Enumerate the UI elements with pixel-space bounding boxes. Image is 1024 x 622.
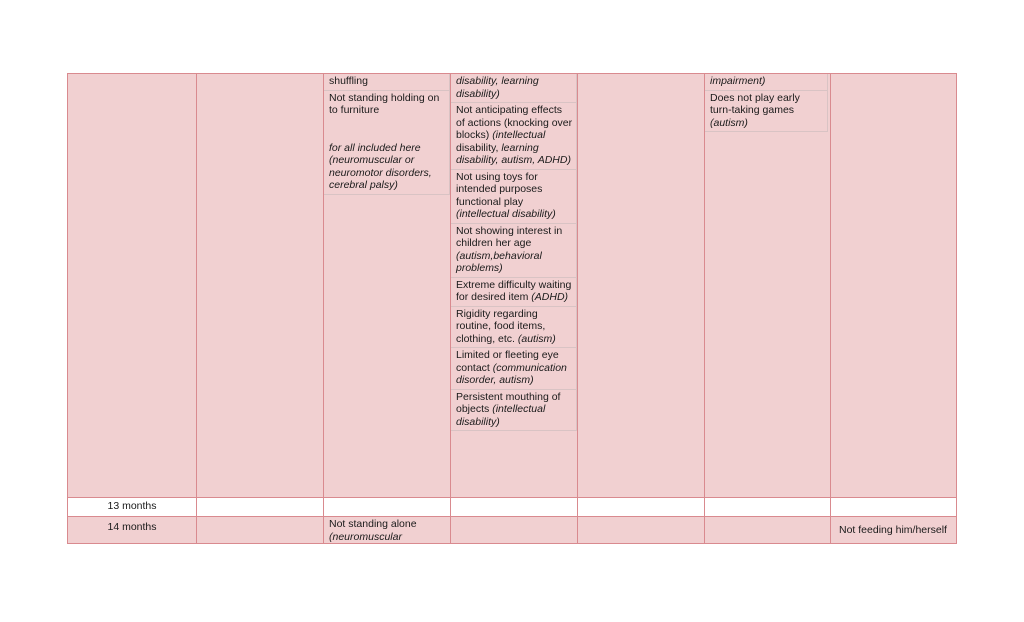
milestone-table [67, 73, 957, 544]
cell-item [450, 170, 577, 224]
cell-text: Not standing alone [329, 518, 417, 530]
cell-item [704, 74, 828, 91]
age-label [68, 521, 196, 534]
condition-note: (neuromuscular [329, 530, 402, 543]
condition-note: (intellectual [492, 129, 546, 141]
table-cell [704, 74, 828, 132]
condition-note: disability, learning disability) [456, 75, 539, 100]
cell-item [450, 224, 577, 278]
cell-item [450, 307, 577, 349]
cell-item [450, 278, 577, 307]
column-divider [450, 74, 451, 543]
column-divider [196, 74, 197, 543]
table-cell [450, 74, 577, 431]
condition-note: disability, [456, 141, 502, 154]
cell-item [323, 74, 450, 91]
age-text: 13 months [107, 500, 157, 512]
age-text: 14 months [107, 521, 157, 533]
condition-note: (autism,behavioral problems) [456, 249, 542, 274]
condition-note: (ADHD) [531, 291, 569, 303]
cell-text: Extreme difficulty waiting for desired item [456, 278, 572, 303]
cell-text: shuffling [329, 75, 368, 87]
cell-item [704, 91, 828, 133]
table-cell [830, 524, 956, 537]
condition-note: (intellectual disability) [456, 208, 556, 220]
column-divider [830, 74, 831, 543]
cell-item [450, 103, 577, 170]
age-label [68, 500, 196, 513]
cell-text: Not anticipating effects of actions (knocking over blocks) [456, 104, 573, 141]
table-cell [323, 74, 450, 195]
table-row [68, 516, 956, 543]
condition-note: (autism) [517, 332, 556, 345]
cell-item [450, 348, 577, 390]
cell-text: Not feeding him/herself [839, 524, 947, 536]
column-divider [577, 74, 578, 543]
cell-text: Not using toys for intended purposes functional play [456, 170, 543, 208]
table-cell [323, 518, 450, 543]
column-divider [323, 74, 324, 543]
condition-note: impairment) [710, 75, 766, 87]
column-divider [704, 74, 705, 543]
cell-text: Not showing interest in children her age [456, 224, 563, 249]
table-row [68, 74, 956, 497]
cell-text: Does not play early turn-taking games [710, 91, 800, 116]
condition-note: (communication disorder, autism) [456, 361, 567, 386]
condition-note: learning disability, autism, ADHD) [456, 141, 571, 166]
cell-text: Not standing holding on to furniture [329, 91, 440, 116]
cell-text: Persistent mouthing of objects [456, 390, 561, 415]
cell-item [323, 91, 450, 195]
condition-note: for all included here (neuromuscular or neuromotor disorders, cerebral palsy) [329, 141, 432, 191]
table-row [68, 497, 956, 516]
cell-text: Rigidity regarding routine, food items, clothing, etc. [456, 307, 546, 345]
cell-item [450, 390, 577, 432]
condition-note: (autism) [710, 116, 748, 129]
condition-note: (intellectual disability) [456, 403, 546, 428]
cell-item [450, 74, 577, 103]
cell-text: Limited or fleeting eye contact [456, 349, 559, 374]
